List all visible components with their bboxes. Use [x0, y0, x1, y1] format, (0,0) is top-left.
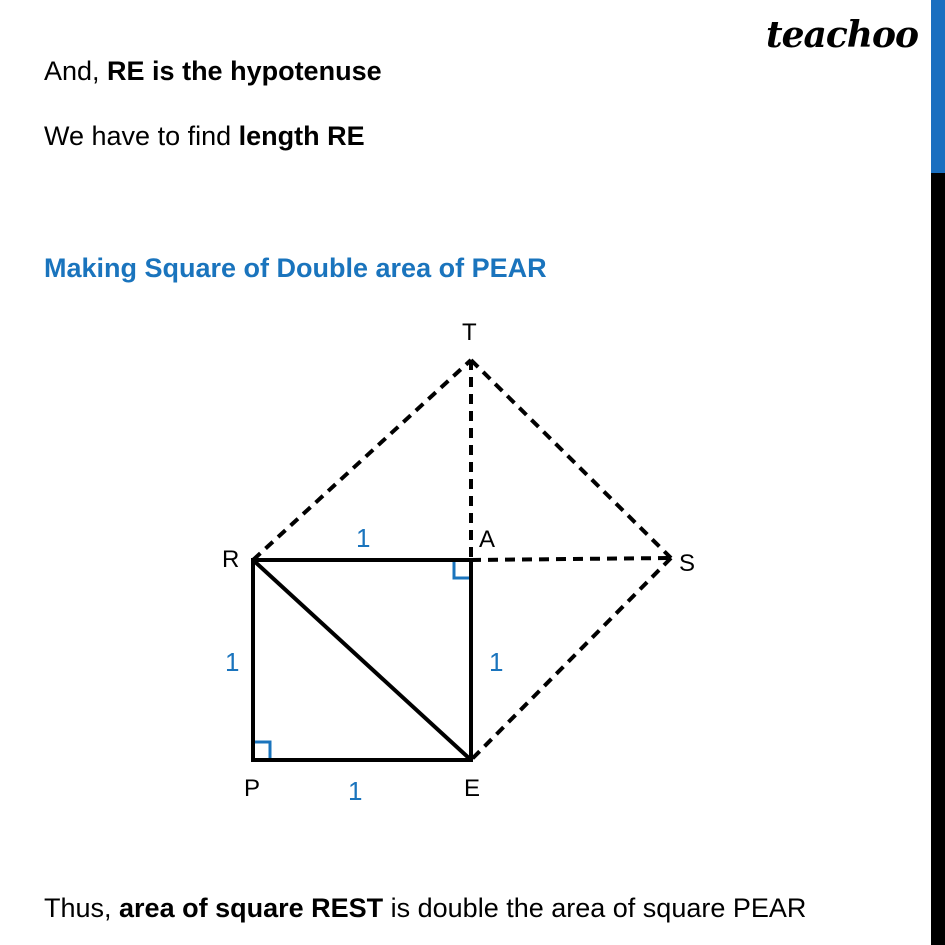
side-label-AE: 1	[489, 647, 504, 677]
right-angle-P-icon	[255, 742, 270, 758]
right-angle-A-icon	[454, 562, 469, 578]
point-label-P: P	[244, 775, 261, 802]
point-label-E: E	[464, 775, 481, 802]
line-TS	[471, 360, 671, 558]
point-label-R: R	[222, 546, 240, 573]
text: Thus,	[44, 893, 120, 923]
side-label-RA: 1	[356, 523, 371, 553]
bold-text: length RE	[238, 121, 365, 151]
teachoo-logo: teachoo	[766, 14, 918, 56]
text: And,	[44, 56, 108, 86]
text: We have to find	[44, 121, 239, 151]
bold-text: area of square REST	[119, 893, 384, 923]
bold-text: RE is the hypotenuse	[107, 56, 382, 86]
solid-lines	[253, 560, 471, 760]
point-label-S: S	[679, 550, 696, 577]
side-label-PE: 1	[348, 776, 363, 806]
point-label-A: A	[479, 526, 496, 553]
side-label-RP: 1	[225, 647, 240, 677]
text: is double the area of square PEAR	[383, 893, 807, 923]
point-label-T: T	[462, 319, 477, 346]
line-AS	[471, 558, 671, 560]
section-heading: Making Square of Double area of PEAR	[44, 253, 547, 283]
line-RE	[253, 560, 471, 760]
